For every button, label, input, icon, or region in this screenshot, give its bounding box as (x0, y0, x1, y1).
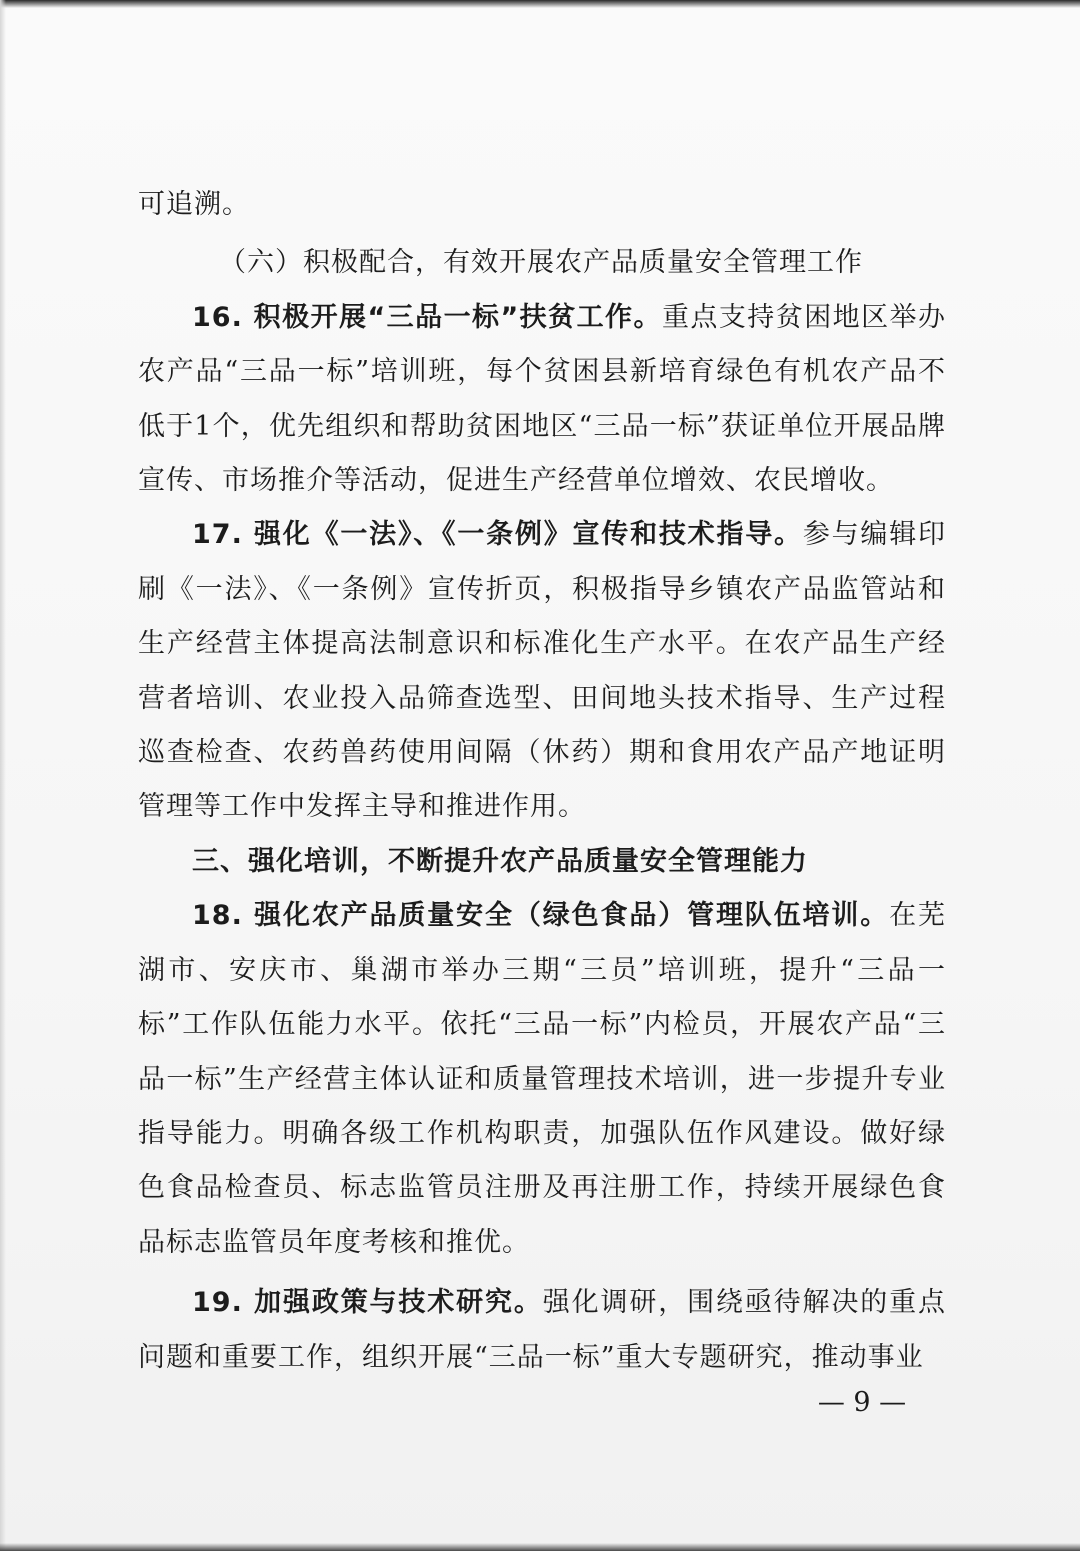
section-heading-three: 三、强化培训，不断提升农产品质量安全管理能力 (192, 845, 808, 877)
scan-left-edge (0, 0, 6, 1551)
item-16-heading: 16. 积极开展“三品一标”扶贫工作。 (192, 301, 662, 333)
item-17-body: 参与编辑印刷《一法》、《一条例》宣传折页，积极指导乡镇农产品监管站和生产经营主体提高法制意识和标准化生产水平。在农产品生产经营者培训、农业投入品筛查选型、田间地头技术指导、生产过程巡查检查、农药兽药使用间隔（休药）期和食用农产品产地证明管理等工作中发挥主导和推进作用。 (138, 519, 947, 823)
item-18-body: 在芜湖市、安庆市、巢湖市举办三期“三员”培训班，提升“三品一标”工作队伍能力水平。依托“三品一标”内检员，开展农产品“三品一标”生产经营主体认证和质量管理技术培训，进一步提升专业指导能力。明确各级工作机构职责，加强队伍作风建设。做好绿色食品检查员、标志监管员注册及再注册工作，持续开展绿色食品标志监管员年度考核和推优。 (138, 900, 947, 1258)
scan-top-edge (0, 0, 1080, 8)
scan-bottom-edge (0, 1543, 1080, 1551)
item-17-heading: 17. 强化《一法》、《一条例》宣传和技术指导。 (192, 519, 803, 551)
item-19-body: 强化调研，围绕亟待解决的重点问题和重要工作，组织开展“三品一标”重大专题研究，推动事业 (138, 1287, 946, 1373)
paragraph-item-18 (138, 889, 946, 1270)
item-18-heading: 18. 强化农产品质量安全（绿色食品）管理队伍培训。 (192, 900, 890, 932)
subheading-six: （六）积极配合，有效开展农产品质量安全管理工作 (219, 247, 863, 279)
paragraph-continuation: 可追溯。 (138, 189, 250, 220)
paragraph-item-16 (138, 291, 946, 509)
item-19-heading: 19. 加强政策与技术研究。 (192, 1287, 543, 1319)
document-body (138, 178, 946, 1385)
item-16-body: 重点支持贫困地区举办农产品“三品一标”培训班，每个贫困县新培育绿色有机农产品不低于1个，优先组织和帮助贫困地区“三品一标”获证单位开展品牌宣传、市场推介等活动，促进生产经营单位增效、农民增收。 (138, 301, 946, 497)
page-number: — 9 — (817, 1387, 907, 1418)
paragraph-item-17 (138, 508, 946, 834)
paragraph-item-19 (138, 1276, 946, 1385)
